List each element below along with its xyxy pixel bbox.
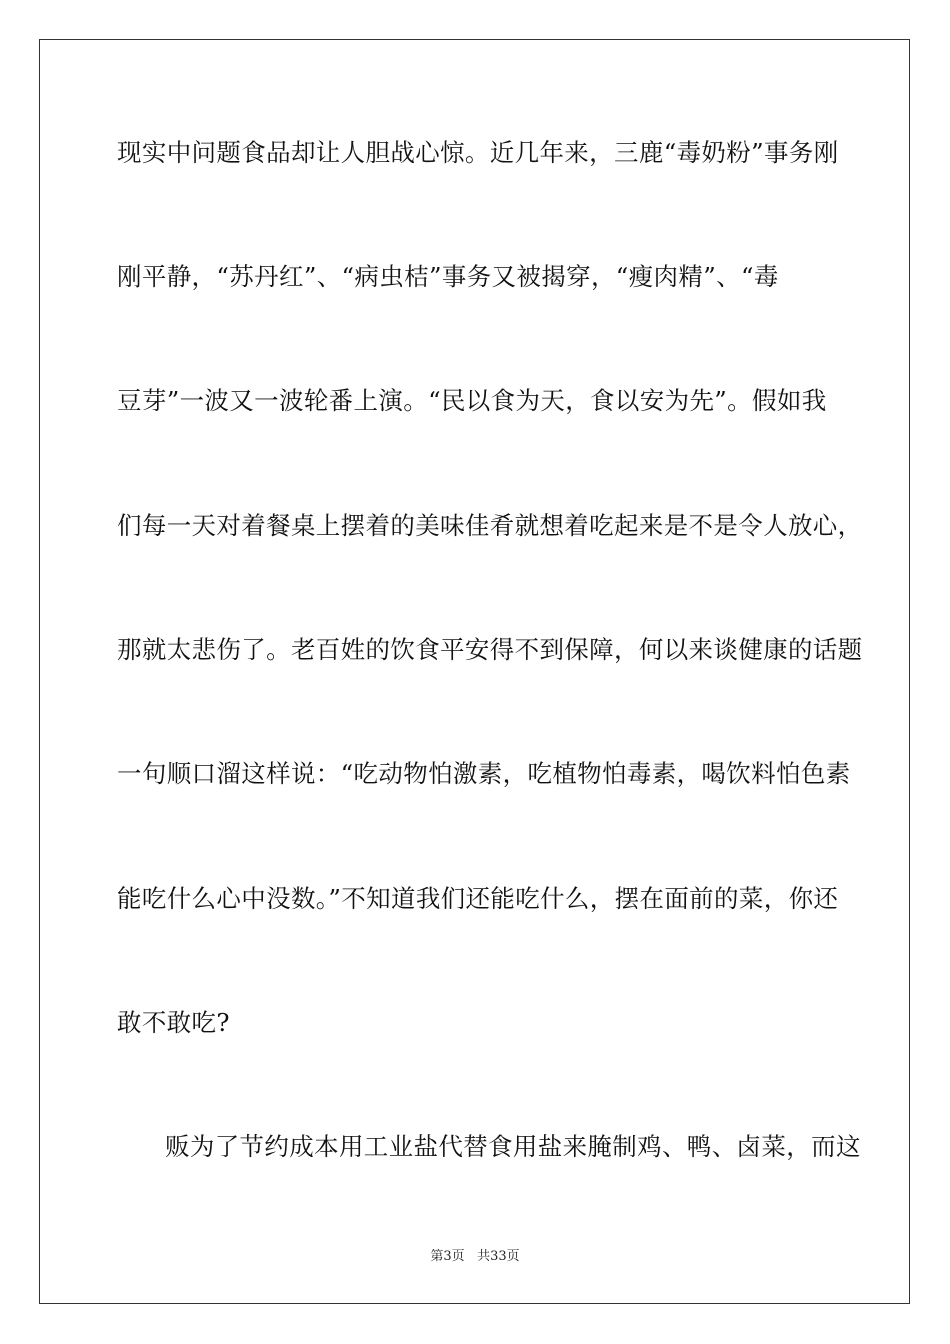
text-line: 豆芽”一波又一波轮番上演。“民以食为天，食以安为先”。假如我 [117, 386, 827, 415]
text-line: 能吃什么心中没数。”不知道我们还能吃什么，摆在面前的菜，你还 [117, 884, 839, 913]
text-line: 那就太悲伤了。老百姓的饮食平安得不到保障，何以来谈健康的话题 [117, 635, 863, 664]
page-border [39, 39, 910, 1304]
page-number: 第3页 [430, 1249, 465, 1264]
total-pages: 共33页 [477, 1249, 520, 1264]
text-line: 现实中问题食品却让人胆战心惊。近几年来，三鹿“毒奶粉”事务刚 [117, 138, 839, 167]
page-footer [0, 1248, 950, 1266]
paragraph-first-line: 贩为了节约成本用工业盐代替食用盐来腌制鸡、鸭、卤菜，而这 [165, 1132, 861, 1161]
text-line: 们每一天对着餐桌上摆着的美味佳肴就想着吃起来是不是令人放心， [117, 511, 863, 540]
text-line: 一句顺口溜这样说：“吃动物怕激素，吃植物怕毒素，喝饮料怕色素 [117, 759, 851, 788]
text-line: 敢不敢吃? [117, 1008, 230, 1037]
text-line: 刚平静，“苏丹红”、“病虫桔”事务又被揭穿，“瘦肉精”、“毒 [117, 262, 779, 291]
